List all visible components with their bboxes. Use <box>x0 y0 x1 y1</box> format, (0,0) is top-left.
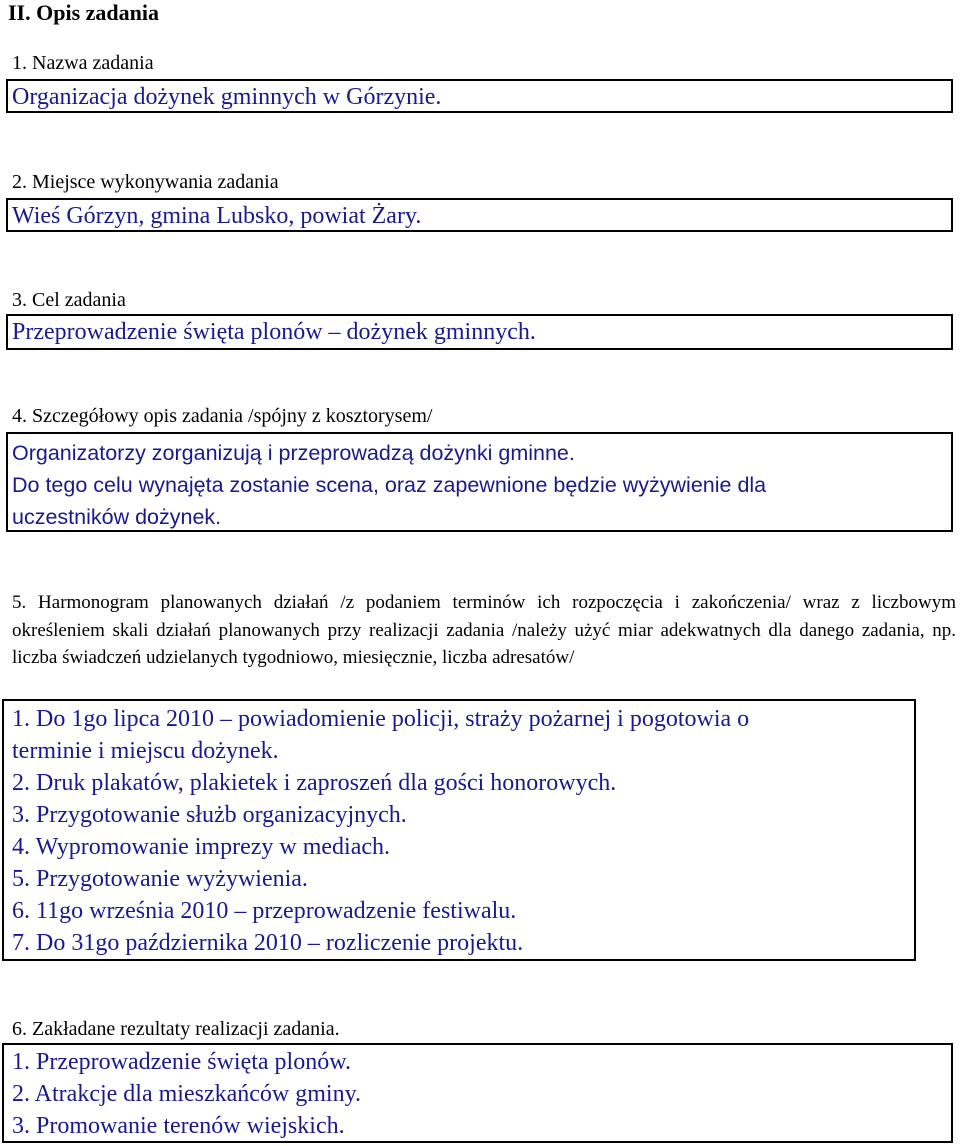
schedule-line: 4. Wypromowanie imprezy w mediach. <box>12 834 390 860</box>
results-line: 1. Przeprowadzenie święta plonów. <box>12 1049 351 1075</box>
description-line: Do tego celu wynajęta zostanie scena, oraz zapewnione będzie wyżywienie dla <box>12 473 767 497</box>
schedule-line: 7. Do 31go października 2010 – rozliczenie projektu. <box>12 930 524 956</box>
schedule-line: 1. Do 1go lipca 2010 – powiadomienie policji, straży pożarnej i pogotowia o <box>12 706 750 732</box>
schedule-line: 3. Przygotowanie służb organizacyjnych. <box>12 802 407 828</box>
field-box-description <box>6 432 953 532</box>
description-line: uczestników dożynek. <box>12 505 222 529</box>
field-label-task-name: 1. Nazwa zadania <box>12 52 154 74</box>
field-value-task-name: Organizacja dożynek gminnych w Górzynie. <box>12 84 442 110</box>
field-label-description: 4. Szczegółowy opis zadania /spójny z kosztorysem/ <box>12 405 433 427</box>
schedule-line: terminie i miejscu dożynek. <box>12 738 279 764</box>
field-label-goal: 3. Cel zadania <box>12 289 126 311</box>
schedule-line: 5. Przygotowanie wyżywienia. <box>12 866 308 892</box>
description-line: Organizatorzy zorganizują i przeprowadzą dożynki gminne. <box>12 441 575 465</box>
field-box-schedule <box>2 699 916 961</box>
field-box-task-name <box>6 79 953 113</box>
field-box-location <box>6 198 953 232</box>
field-label-results: 6. Zakładane rezultaty realizacji zadania. <box>12 1018 340 1040</box>
field-value-location: Wieś Górzyn, gmina Lubsko, powiat Żary. <box>12 203 422 229</box>
field-box-goal <box>6 314 953 350</box>
field-box-results <box>2 1043 953 1143</box>
schedule-line: 2. Druk plakatów, plakietek i zaproszeń dla gości honorowych. <box>12 770 617 796</box>
field-value-goal: Przeprowadzenie święta plonów – dożynek gminnych. <box>12 319 536 345</box>
field-label-location: 2. Miejsce wykonywania zadania <box>12 171 279 193</box>
field-label-schedule: 5. Harmonogram planowanych działań /z podaniem terminów ich rozpoczęcia i zakończenia/ wraz z liczbowym określeniem skali działań planowanych przy realizacji zadania /należy użyć miar adekwatnych dla danego zadania, np. liczba świadczeń udzielanych tygodniowo, miesięcznie, liczba adresatów/ <box>12 592 956 668</box>
schedule-line: 6. 11go września 2010 – przeprowadzenie festiwalu. <box>12 898 517 924</box>
results-line: 2. Atrakcje dla mieszkańców gminy. <box>12 1081 362 1107</box>
results-line: 3. Promowanie terenów wiejskich. <box>12 1113 345 1139</box>
section-title: II. Opis zadania <box>8 0 159 25</box>
